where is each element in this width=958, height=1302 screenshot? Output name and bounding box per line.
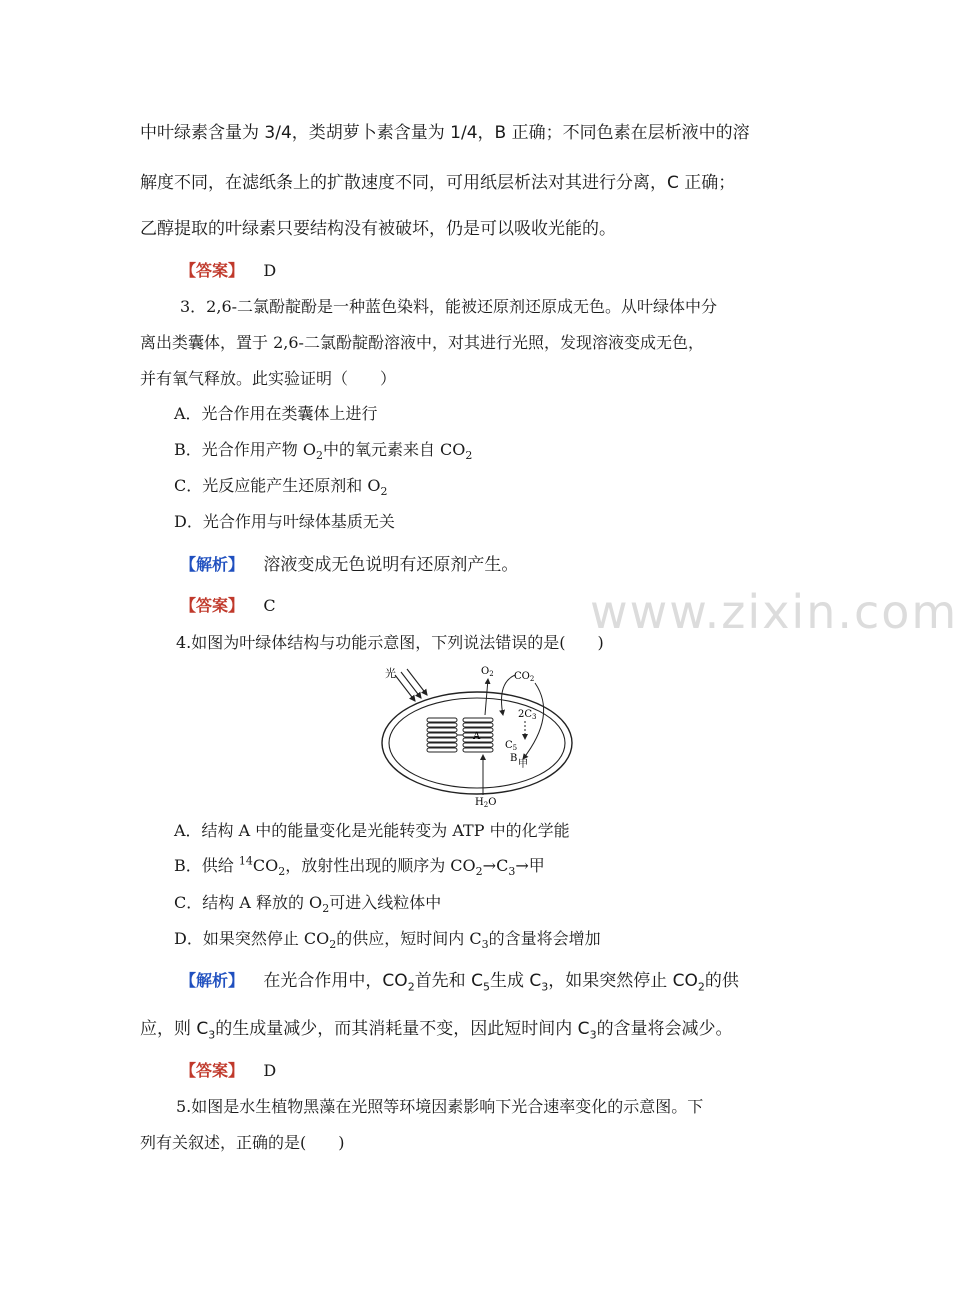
watermark: www.zixin.com [590,585,958,639]
o2-arrow [485,679,488,715]
q2-analysis-line3: 乙醇提取的叶绿素只要结构没有被破坏，仍是可以吸收光能的。 [140,219,616,239]
q4-analysis-line1 [180,966,739,993]
q2-analysis-line2: 解度不同，在滤纸条上的扩散速度不同，可用纸层析法对其进行分离，C 正确； [140,173,736,193]
subscript: 2 [278,865,286,879]
q4-option-d-text2: 的供应，短时间内 C [336,929,482,948]
q2-analysis-line1: 中叶绿素含量为 3/4，类胡萝卜素含量为 1/4，B 正确；不同色素在层析液中的溶 [140,123,750,143]
light-arrows-icon [395,669,427,701]
q3-option-a: A．光合作用在类囊体上进行 [174,404,378,423]
analysis-text-1: 在光合作用中，$CO_2$首先和 $C_5$生成 $C_3$，如果突然停止 $CO_2$的供 [263,971,739,994]
q4-option-b [174,853,545,878]
chloroplast-diagram [375,655,575,807]
q4-option-b-text1: B．供给 [174,856,239,875]
q4-answer [180,1058,276,1081]
analysis-tag: 【解析】 [180,555,245,574]
label-b: B [510,753,518,764]
q4-option-b-text4: →C [482,856,509,875]
q4-option-d-text1: D．如果突然停止 CO [174,929,330,948]
label-h2o: $H_2O$ [475,797,497,809]
q3-option-b [174,437,472,462]
q4-option-d [174,926,601,951]
q3-stem-line2: 离出类囊体，置于 2,6-二氯酚靛酚溶液中，对其进行光照，发现溶液变成无色， [140,333,704,352]
label-jia: 甲 [518,759,528,770]
q3-stem-line1: 3．2,6-二氯酚靛酚是一种蓝色染料，能被还原剂还原成无色。从叶绿体中分 [180,297,718,316]
label-a: A [473,731,481,742]
answer-tag: 【答案】 [180,596,245,615]
q3-option-d: D．光合作用与叶绿体基质无关 [174,512,395,531]
q4-option-c-text2: 可进入线粒体中 [329,893,442,912]
q4-option-b-text5: →甲 [515,856,545,875]
q4-option-b-text2: CO [252,856,279,875]
q3-stem-line3: 并有氧气释放。此实验证明（ ） [140,369,397,388]
subscript: 2 [380,485,388,499]
analysis-tag: 【解析】 [180,971,245,990]
q4-option-a: A．结构 A 中的能量变化是光能转变为 ATP 中的化学能 [174,821,570,840]
q3-option-b-text2: 中的氧元素来自 CO [322,440,466,459]
q4-option-d-text3: 的含量将会增加 [488,929,601,948]
q3-option-c-text: C．光反应能产生还原剂和 O [174,476,381,495]
answer-tag: 【答案】 [180,261,245,280]
q4-option-c-text1: C．结构 A 释放的 O [174,893,323,912]
q4-option-b-text3: ，放射性出现的顺序为 CO [285,856,476,875]
q4-analysis-line2: 应，则 $C_3$的生成量减少，而其消耗量不变，因此短时间内 $C_3$的含量将会减少。 [140,1019,733,1042]
subscript: 2 [329,938,337,952]
subscript: 3 [508,865,516,879]
subscript: 2 [465,449,473,463]
q5-stem-line1: 5.如图是水生植物黑藻在光照等环境因素影响下光合速率变化的示意图。下 [176,1097,704,1116]
q2-answer [180,258,276,281]
subscript: 2 [322,902,330,916]
grana-left-icon [427,718,457,752]
answer-tag: 【答案】 [180,1061,245,1080]
label-2c3: $2C_3$ [518,709,537,721]
cycle-arrow [523,683,544,759]
q3-analysis [180,550,518,575]
q4-option-c [174,890,441,915]
label-c5: $C_5$ [505,740,518,752]
label-o2: $O_2$ [481,666,494,678]
q3-option-c [174,473,387,498]
answer-value: C [263,596,276,615]
answer-value: D [263,1061,277,1080]
subscript: 2 [315,449,323,463]
answer-value: D [263,261,277,280]
q3-option-b-text1: B．光合作用产物 O [174,440,316,459]
subscript: 3 [481,938,489,952]
label-co2: $CO_2$ [514,671,535,683]
superscript: 14 [238,854,253,868]
q3-answer [180,593,276,616]
q4-stem: 4.如图为叶绿体结构与功能示意图，下列说法错误的是( ) [176,633,604,652]
label-light: 光 [385,667,396,680]
subscript: 2 [475,865,483,879]
analysis-text: 溶液变成无色说明有还原剂产生。 [263,555,519,575]
q5-stem-line2: 列有关叙述，正确的是( ) [140,1133,345,1152]
